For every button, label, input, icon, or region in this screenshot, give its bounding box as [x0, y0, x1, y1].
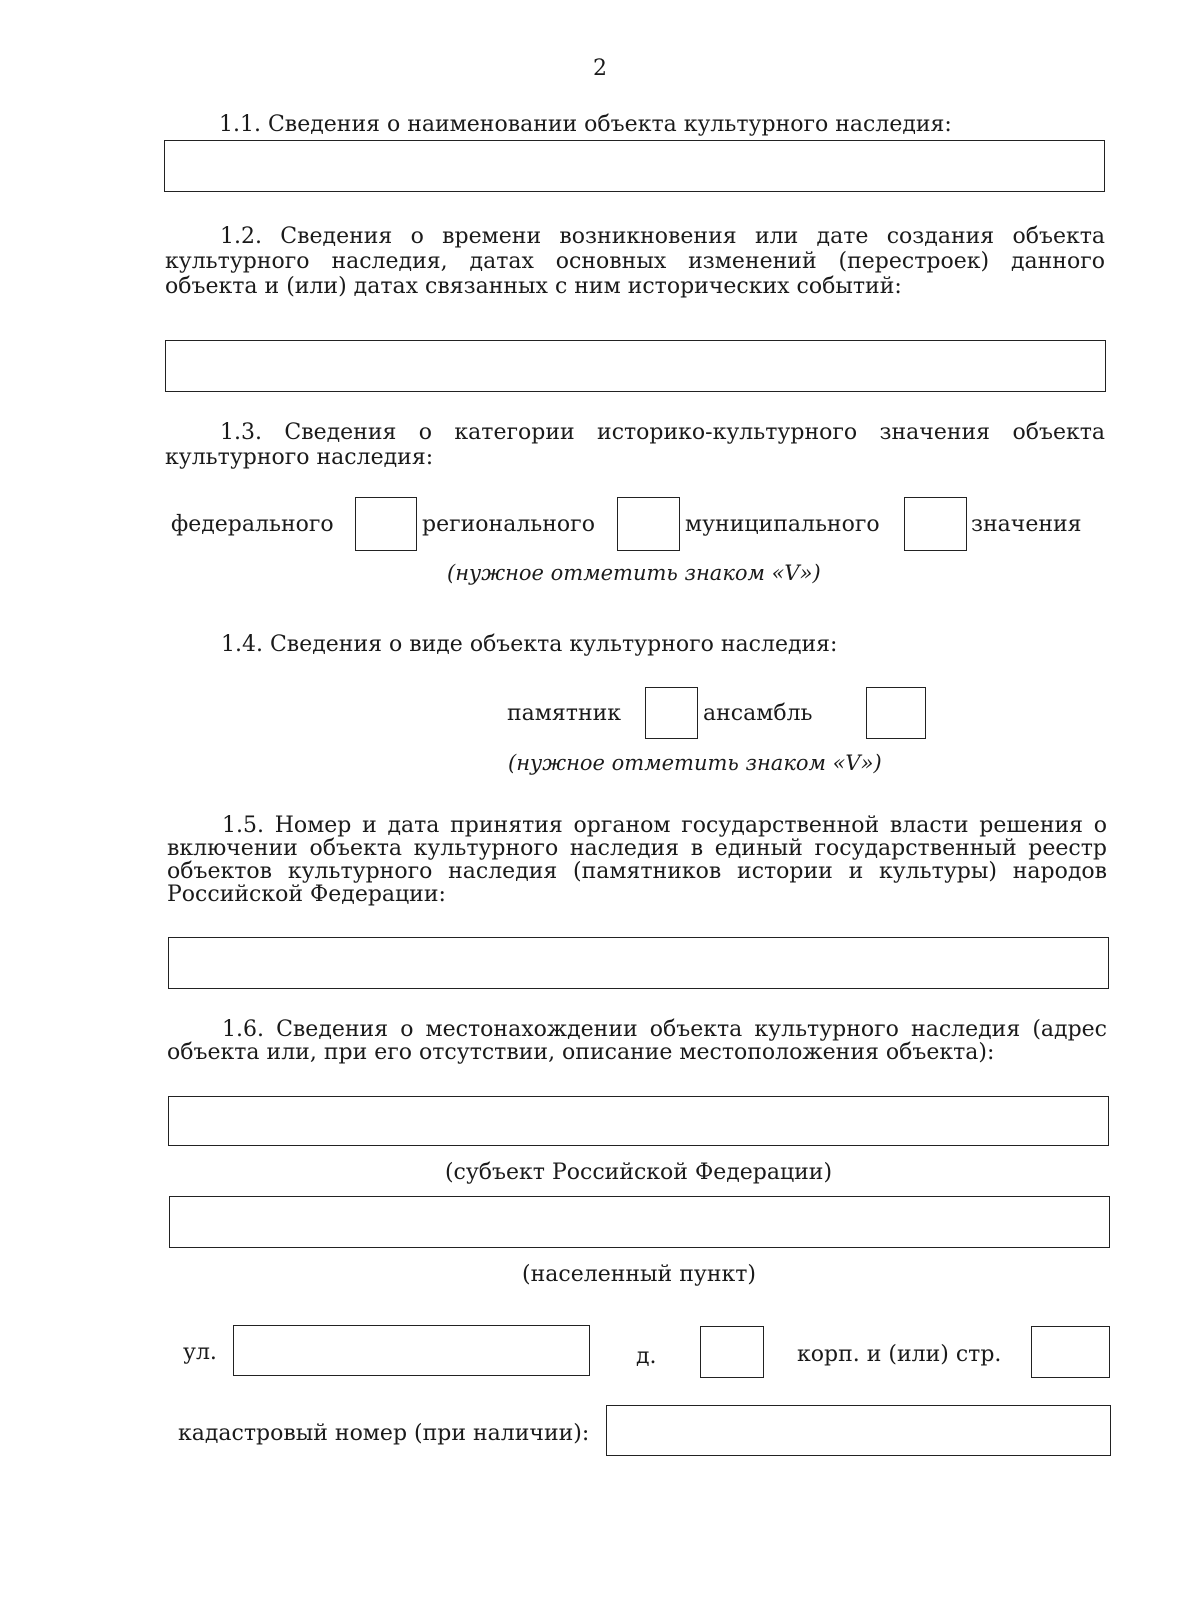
- locality-field[interactable]: [169, 1196, 1110, 1248]
- page-number: 2: [593, 56, 607, 81]
- section-1-3-label: 1.3. Сведения о категории историко-культурного значения объекта культурного наследия:: [165, 420, 1105, 470]
- federal-subject-caption: (субъект Российской Федерации): [444, 1160, 833, 1185]
- creation-date-field[interactable]: [165, 340, 1106, 392]
- option-monument-label: памятник: [507, 701, 622, 726]
- ensemble-checkbox[interactable]: [866, 687, 926, 739]
- building-label: корп. и (или) стр.: [797, 1342, 1002, 1367]
- locality-caption: (населенный пункт): [522, 1262, 756, 1287]
- building-field[interactable]: [1031, 1326, 1110, 1378]
- option-regional-label: регионального: [422, 512, 595, 537]
- registry-decision-field[interactable]: [168, 937, 1109, 989]
- section-1-5-label: 1.5. Номер и дата принятия органом государственной власти решения о включении объекта культурного наследия в единый государственный реестр объектов культурного наследия (памятников истории и культуры) народов Российской Федерации:: [167, 813, 1107, 907]
- section-1-4-label: 1.4. Сведения о виде объекта культурного наследия:: [221, 632, 838, 657]
- section-1-3-hint: (нужное отметить знаком «V»): [447, 561, 821, 585]
- option-ensemble-label: ансамбль: [703, 701, 813, 726]
- federal-subject-field[interactable]: [168, 1096, 1109, 1146]
- regional-checkbox[interactable]: [617, 497, 680, 551]
- federal-checkbox[interactable]: [355, 497, 417, 551]
- section-1-6-label: 1.6. Сведения о местонахождении объекта культурного наследия (адрес объекта или, при его отсутствии, описание местоположения объекта):: [167, 1017, 1107, 1065]
- option-federal-label: федерального: [171, 512, 334, 537]
- section-1-2-label: 1.2. Сведения о времени возникновения или дате создания объекта культурного наследия, датах основных изменений (перестроек) данного объекта и (или) датах связанных с ним исторических событий:: [165, 224, 1105, 299]
- option-municipal-label: муниципального: [685, 512, 880, 537]
- street-label: ул.: [183, 1340, 217, 1365]
- house-field[interactable]: [700, 1326, 764, 1378]
- section-1-1-label: 1.1. Сведения о наименовании объекта культурного наследия:: [219, 112, 952, 137]
- house-label: д.: [636, 1344, 657, 1369]
- cadastral-number-field[interactable]: [606, 1405, 1111, 1456]
- object-name-field[interactable]: [164, 140, 1105, 192]
- street-field[interactable]: [233, 1325, 590, 1376]
- significance-suffix: значения: [971, 512, 1082, 537]
- section-1-4-hint: (нужное отметить знаком «V»): [508, 751, 882, 775]
- municipal-checkbox[interactable]: [904, 497, 967, 551]
- monument-checkbox[interactable]: [645, 687, 698, 739]
- cadastral-label: кадастровый номер (при наличии):: [178, 1421, 590, 1446]
